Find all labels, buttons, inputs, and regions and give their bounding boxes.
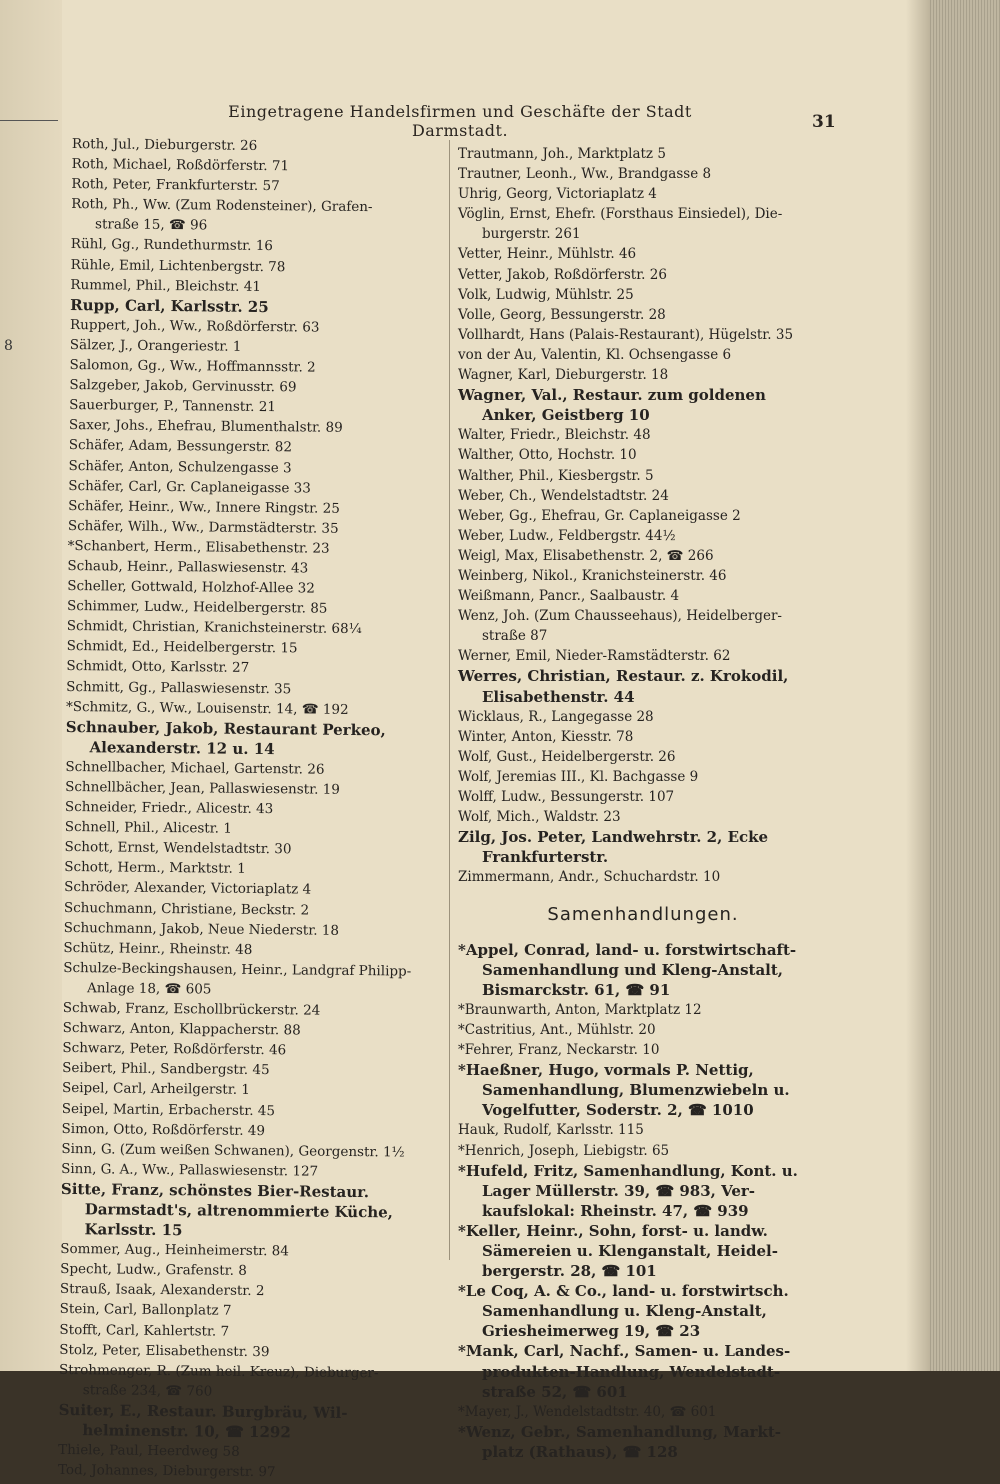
right_column-entry: Vollhardt, Hans (Palais-Restaurant), Hügelstr. 35	[458, 326, 794, 343]
section-entry: *Mayer, J., Wendelstadtstr. 40, ☎ 601	[458, 1403, 717, 1420]
left_column-entry: Strauß, Isaak, Alexanderstr. 2	[59, 1281, 265, 1300]
left_column-entry: Sauerburger, P., Tannenstr. 21	[69, 397, 277, 416]
section-entry: Bismarckstr. 61, ☎ 91	[482, 980, 671, 999]
left_column-entry: Suiter, E., Restaur. Burgbräu, Wil-	[58, 1400, 348, 1422]
right_column-entry: Weber, Ch., Wendelstadtstr. 24	[458, 487, 669, 504]
section-entry: *Wenz, Gebr., Samenhandlung, Markt-	[458, 1422, 782, 1441]
left_column-entry: Schröder, Alexander, Victoriaplatz 4	[64, 879, 312, 899]
left_column-entry: Thiele, Paul, Heerdweg 58	[58, 1442, 240, 1460]
section-entry: Sämereien u. Klenganstalt, Heidel-	[482, 1241, 778, 1260]
left_column-entry: Schäfer, Adam, Bessungerstr. 82	[68, 437, 293, 456]
left_column-entry: Schulze-Beckingshausen, Heinr., Landgraf Philipp-	[63, 959, 412, 980]
right_column-entry: Elisabethenstr. 44	[482, 687, 635, 706]
left_column-entry: Schaub, Heinr., Pallaswiesenstr. 43	[67, 557, 309, 577]
right_column-entry: Werres, Christian, Restaur. z. Krokodil,	[458, 667, 789, 686]
left_column-entry: Sälzer, J., Orangeriestr. 1	[69, 336, 242, 355]
section-entry: *Fehrer, Franz, Neckarstr. 10	[458, 1042, 660, 1059]
right_column-entry: Wolf, Mich., Waldstr. 23	[458, 809, 621, 826]
section-entry: kaufslokal: Rheinstr. 47, ☎ 939	[482, 1201, 749, 1220]
left_column-entry: Sinn, G. A., Ww., Pallaswiesenstr. 127	[61, 1160, 319, 1180]
left_column-entry: straße 15, ☎ 96	[94, 216, 208, 234]
right_column-entry: Wolff, Ludw., Bessungerstr. 107	[458, 789, 675, 805]
section-entry: Samenhandlung, Blumenzwiebeln u.	[482, 1081, 790, 1100]
right_column-entry: Uhrig, Georg, Victoriaplatz 4	[458, 186, 657, 203]
left_column-entry: Rummel, Phil., Bleichstr. 41	[70, 276, 262, 295]
right_column-entry: Weißmann, Pancr., Saalbaustr. 4	[458, 588, 680, 605]
right_column-entry: Wolf, Gust., Heidelbergerstr. 26	[458, 748, 676, 765]
section-entry: straße 52, ☎ 601	[482, 1382, 628, 1401]
right_column-entry: Zilg, Jos. Peter, Landwehrstr. 2, Ecke	[458, 828, 769, 847]
right_column-entry: Wagner, Karl, Dieburgerstr. 18	[458, 367, 669, 384]
right_column-entry: Zimmermann, Andr., Schuchardstr. 10	[458, 869, 721, 886]
right_column-entry: Weber, Gg., Ehefrau, Gr. Caplaneigasse 2	[458, 507, 741, 524]
spine-shadow	[906, 0, 930, 1371]
left_column-entry: Rühl, Gg., Rundethurmstr. 16	[70, 236, 274, 255]
left_column-entry: Schnell, Phil., Alicestr. 1	[64, 819, 232, 837]
section-entry: Griesheimerweg 19, ☎ 23	[482, 1322, 701, 1341]
right_column-entry: Walter, Friedr., Bleichstr. 48	[458, 427, 651, 444]
left_column-entry: Saxer, Johs., Ehefrau, Blumenthalstr. 89	[68, 417, 343, 437]
right_column-entry: Anker, Geistberg 10	[482, 406, 650, 425]
section-entry: platz (Rathaus), ☎ 128	[482, 1442, 678, 1461]
right_column-entry: Frankfurterstr.	[482, 848, 609, 867]
section-entry: *Appel, Conrad, land- u. forstwirtschaft-	[458, 940, 797, 959]
left_column-entry: Schmitt, Gg., Pallaswiesenstr. 35	[66, 678, 292, 697]
section-entry: *Braunwarth, Anton, Marktplatz 12	[458, 1001, 702, 1018]
left_column-entry: straße 234, ☎ 760	[82, 1381, 213, 1400]
left_column-entry: Schwarz, Peter, Roßdörferstr. 46	[62, 1040, 287, 1059]
left_column-entry: Simon, Otto, Roßdörferstr. 49	[61, 1120, 266, 1139]
left_column-entry: Schütz, Heinr., Rheinstr. 48	[63, 939, 253, 958]
section-entry: Hauk, Rudolf, Karlsstr. 115	[458, 1122, 644, 1139]
right_column-entry: Weber, Ludw., Feldbergstr. 44½	[458, 527, 676, 544]
right_column-entry: Vöglin, Ernst, Ehefr. (Forsthaus Einsiedel), Die-	[458, 206, 783, 223]
left_column-entry: Stein, Carl, Ballonplatz 7	[59, 1301, 232, 1320]
left_column-entry: Schmidt, Otto, Karlsstr. 27	[66, 658, 250, 677]
page-number: 31	[812, 112, 836, 132]
left_column-entry: Seibert, Phil., Sandbergstr. 45	[62, 1060, 270, 1079]
section-entry: produkten-Handlung, Wendelstadt-	[482, 1362, 781, 1381]
left_column-entry: Schäfer, Carl, Gr. Caplaneigasse 33	[68, 477, 311, 497]
left_column-entry: Stofft, Carl, Kahlertstr. 7	[59, 1321, 230, 1340]
right_column-entry: Walther, Phil., Kiesbergstr. 5	[458, 467, 654, 484]
right_column-entry: Vetter, Jakob, Roßdörferstr. 26	[458, 266, 667, 283]
section-entry: *Le Coq, A. & Co., land- u. forstwirtsch.	[458, 1282, 789, 1301]
right_column-entry: Volle, Georg, Bessungerstr. 28	[458, 306, 666, 323]
left_column-entry: Schuchmann, Jakob, Neue Niederstr. 18	[63, 919, 340, 939]
left_column-entry: Karlsstr. 15	[84, 1220, 183, 1240]
left_column-entry: Schmidt, Ed., Heidelbergerstr. 15	[66, 638, 298, 657]
right_column-entry: Trautmann, Joh., Marktplatz 5	[458, 146, 666, 162]
left_column-entry: Schäfer, Anton, Schulzengasse 3	[68, 457, 292, 476]
left_column-entry: Schott, Ernst, Wendelstadtstr. 30	[64, 839, 292, 858]
left_column-entry: Anlage 18, ☎ 605	[86, 980, 212, 998]
left_column-entry: Roth, Ph., Ww. (Zum Rodensteiner), Grafen-	[71, 196, 373, 216]
section-entry: *Haeßner, Hugo, vormals P. Nettig,	[458, 1061, 754, 1080]
left_column-entry: *Schmitz, G., Ww., Louisenstr. 14, ☎ 192	[65, 698, 349, 718]
section-entry: Vogelfutter, Soderstr. 2, ☎ 1010	[482, 1101, 754, 1120]
left_column-entry: Sommer, Aug., Heinheimerstr. 84	[60, 1241, 289, 1260]
right_column-entry: Wicklaus, R., Langegasse 28	[458, 708, 654, 725]
left_column-entry: Schnauber, Jakob, Restaurant Perkeo,	[65, 717, 386, 740]
right_column-entry: Wagner, Val., Restaur. zum goldenen	[458, 386, 766, 405]
right_column-entry: straße 87	[482, 628, 548, 645]
left_column-entry: Schnellbächer, Jean, Pallaswiesenstr. 19	[65, 778, 340, 798]
left-page-margin	[0, 0, 62, 1371]
left_column-entry: Stolz, Peter, Elisabethenstr. 39	[59, 1341, 270, 1360]
left_column-entry: helminenstr. 10, ☎ 1292	[82, 1421, 291, 1442]
left_column-entry: Roth, Peter, Frankfurterstr. 57	[71, 176, 280, 195]
left_column-entry: Seipel, Martin, Erbacherstr. 45	[61, 1100, 276, 1119]
left_column-entry: *Schanbert, Herm., Elisabethenstr. 23	[67, 537, 330, 557]
right_column-entry: Weigl, Max, Elisabethenstr. 2, ☎ 266	[458, 547, 714, 564]
left_column-entry: Salzgeber, Jakob, Gervinusstr. 69	[69, 377, 297, 396]
section-entry: *Keller, Heinr., Sohn, forst- u. landw.	[458, 1221, 768, 1240]
section-entry: Samenhandlung u. Kleng-Anstalt,	[482, 1302, 767, 1321]
right_column-entry: burgerstr. 261	[482, 226, 581, 243]
right-column	[458, 144, 828, 1462]
left-column	[58, 134, 442, 1484]
left_column-entry: Darmstadt's, altrenommierte Küche,	[84, 1200, 394, 1222]
left_column-entry: Salomon, Gg., Ww., Hoffmannsstr. 2	[69, 357, 316, 376]
right_column-entry: von der Au, Valentin, Kl. Ochsengasse 6	[458, 346, 732, 363]
column-divider	[449, 140, 450, 1260]
right_column-entry: Trautner, Leonh., Ww., Brandgasse 8	[458, 166, 712, 183]
left_column-entry: Seipel, Carl, Arheilgerstr. 1	[61, 1080, 251, 1099]
right_column-entry: Wenz, Joh. (Zum Chausseehaus), Heidelberger-	[458, 608, 782, 625]
running-header: Eingetragene Handelsfirmen und Geschäfte der Stadt Darmstadt.	[228, 102, 692, 140]
right-column-entries	[458, 144, 828, 887]
left_column-entry: Schmidt, Christian, Kranichsteinerstr. 68¼	[66, 618, 362, 638]
right_column-entry: Walther, Otto, Hochstr. 10	[458, 447, 637, 464]
left_column-entry: Specht, Ludw., Grafenstr. 8	[60, 1261, 247, 1280]
left_column-entry: Schnellbacher, Michael, Gartenstr. 26	[65, 758, 325, 778]
right_column-entry: Volk, Ludwig, Mühlstr. 25	[458, 286, 634, 303]
margin-rule	[0, 120, 58, 121]
margin-mark: 8	[4, 338, 13, 354]
section-entry: *Mank, Carl, Nachf., Samen- u. Landes-	[458, 1342, 791, 1361]
section-entries	[458, 940, 828, 1462]
right_column-entry: Werner, Emil, Nieder-Ramstädterstr. 62	[458, 648, 731, 665]
left_column-entry: Sitte, Franz, schönstes Bier-Restaur.	[60, 1179, 370, 1202]
left_column-entry: Scheller, Gottwald, Holzhof-Allee 32	[67, 578, 315, 597]
section-entry: *Hufeld, Fritz, Samenhandlung, Kont. u.	[458, 1161, 798, 1180]
left_column-entry: Schneider, Friedr., Alicestr. 43	[64, 799, 274, 818]
left_column-entry: Schäfer, Wilh., Ww., Darmstädterstr. 35	[67, 517, 339, 537]
right_column-entry: Vetter, Heinr., Mühlstr. 46	[458, 246, 637, 263]
left_column-entry: Strohmenger, R. (Zum heil. Kreuz), Dieburger-	[58, 1361, 379, 1381]
left_column-entry: Sinn, G. (Zum weißen Schwanen), Georgenstr. 1½	[61, 1140, 405, 1161]
section-entry: Lager Müllerstr. 39, ☎ 983, Ver-	[482, 1181, 756, 1200]
left_column-entry: Schwarz, Anton, Klappacherstr. 88	[62, 1020, 301, 1039]
right_column-entry: Weinberg, Nikol., Kranichsteinerstr. 46	[458, 567, 727, 584]
book-spine-edges	[930, 0, 1000, 1371]
section-title: Samenhandlungen.	[547, 904, 739, 926]
left_column-entry: Rühle, Emil, Lichtenbergstr. 78	[70, 256, 286, 275]
left_column-entry: Roth, Jul., Dieburgerstr. 26	[71, 135, 258, 154]
left_column-entry: Tod, Johannes, Dieburgerstr. 97	[57, 1462, 276, 1481]
left_column-entry: Ruppert, Joh., Ww., Roßdörferstr. 63	[69, 316, 320, 336]
left_column-entry: Rupp, Carl, Karlsstr. 25	[70, 295, 269, 316]
left_column-entry: Schäfer, Heinr., Ww., Innere Ringstr. 25	[68, 497, 340, 517]
section-entry: *Castritius, Ant., Mühlstr. 20	[458, 1021, 656, 1038]
section-entry: bergerstr. 28, ☎ 101	[482, 1262, 657, 1281]
right_column-entry: Winter, Anton, Kiesstr. 78	[458, 728, 634, 745]
left_column-entry: Roth, Michael, Roßdörferstr. 71	[71, 156, 290, 175]
right_column-entry: Wolf, Jeremias III., Kl. Bachgasse 9	[458, 768, 699, 785]
left_column-entry: Schwab, Franz, Eschollbrückerstr. 24	[62, 999, 321, 1019]
left_column-entry: Alexanderstr. 12 u. 14	[89, 738, 275, 758]
left_column-entry: Schimmer, Ludw., Heidelbergerstr. 85	[66, 598, 328, 617]
left_column-entry: Schott, Herm., Marktstr. 1	[64, 859, 246, 878]
section-entry: *Henrich, Joseph, Liebigstr. 65	[458, 1142, 670, 1159]
left_column-entry: Schuchmann, Christiane, Beckstr. 2	[63, 899, 310, 919]
section-entry: Samenhandlung und Kleng-Anstalt,	[482, 960, 784, 979]
